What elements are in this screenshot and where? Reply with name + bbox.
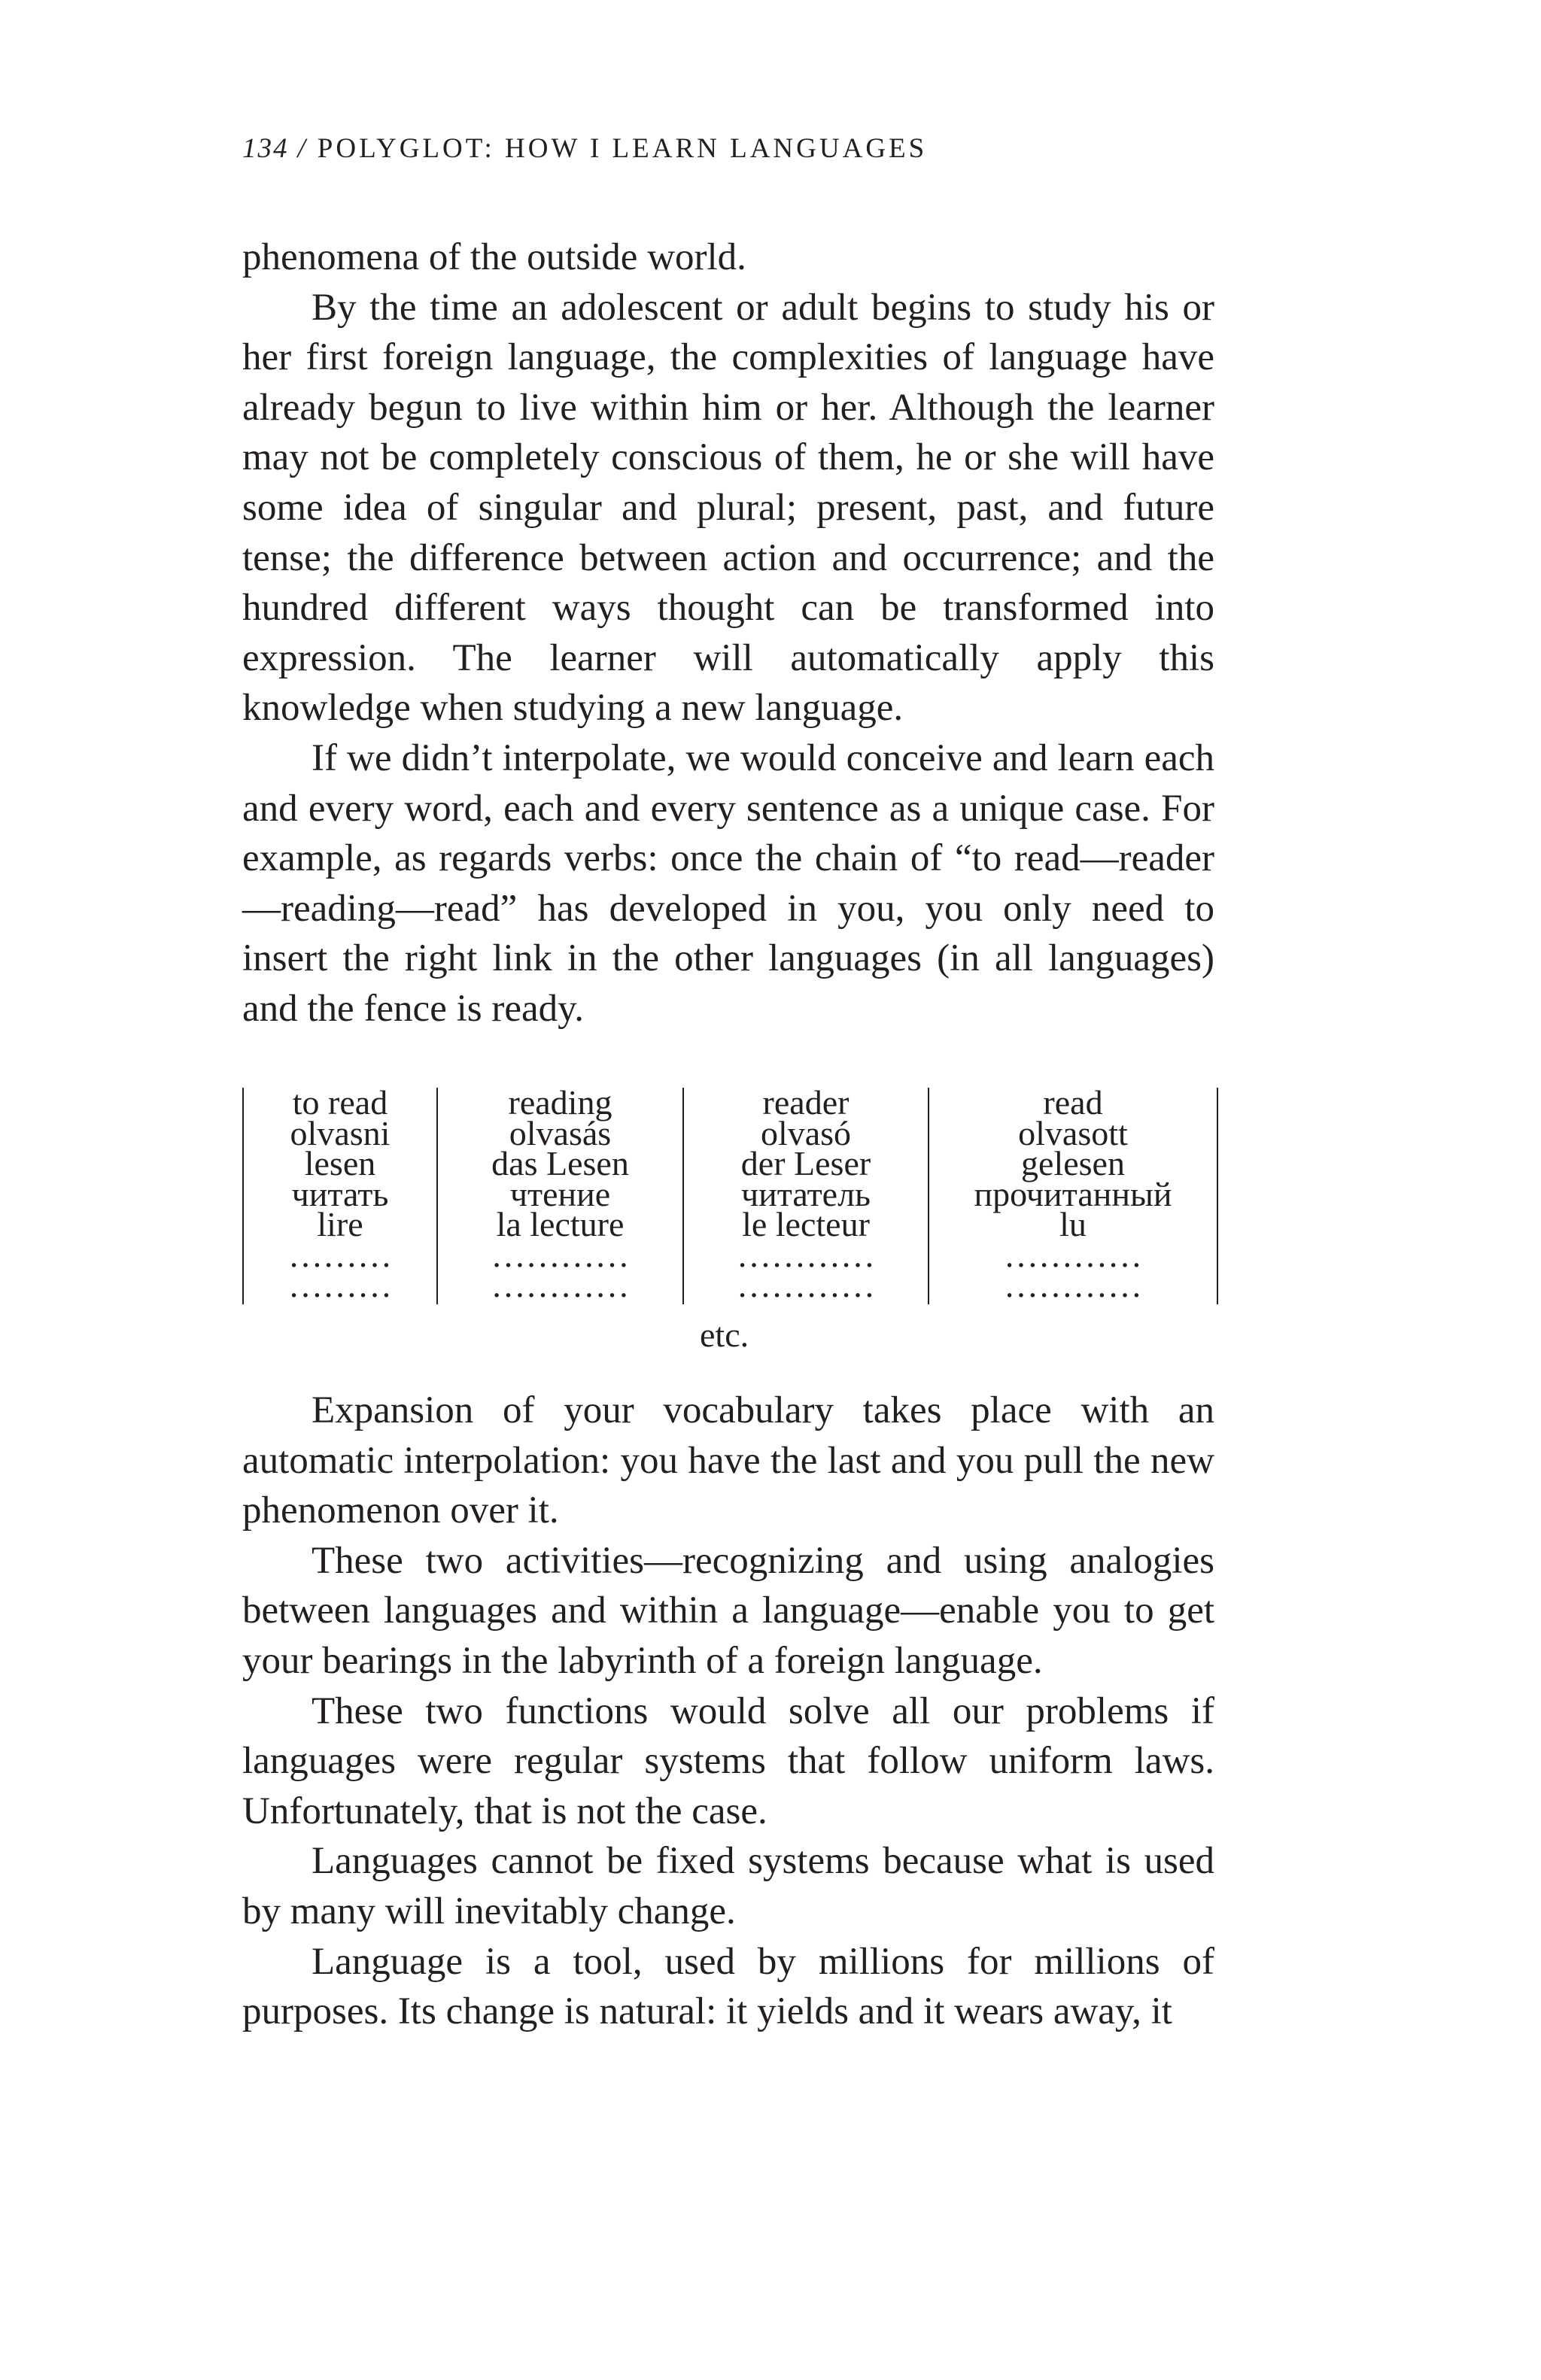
table-cell: read <box>1043 1083 1103 1122</box>
table-cell: ………… <box>1004 1235 1142 1274</box>
paragraph: These two activities—recognizing and using analogies between languages and within a language—enable you to get your bearings in the labyrinth of a foreign language. <box>242 1539 1214 1682</box>
body-text-after-table <box>242 1386 1214 2037</box>
table-cell: ………… <box>1004 1266 1142 1304</box>
header-separator: / <box>297 133 309 164</box>
verb-forms-table <box>242 1083 1218 1304</box>
table-cell: ……… <box>288 1266 392 1304</box>
table-cell: olvasás <box>509 1113 612 1152</box>
paragraph: phenomena of the outside world. <box>242 236 746 278</box>
table-column-agent <box>683 1083 929 1304</box>
table-cell: ………… <box>737 1266 875 1304</box>
table-cell: lu <box>1059 1205 1087 1243</box>
table-cell: reading <box>508 1083 612 1122</box>
table-cell: to read <box>292 1083 388 1122</box>
table-cell: lire <box>317 1205 363 1243</box>
table-cell: la lecture <box>496 1205 625 1243</box>
table-column-gerund <box>437 1083 683 1304</box>
table-cell: чтение <box>509 1174 611 1213</box>
table-cell: olvasott <box>1018 1113 1128 1152</box>
paragraph: If we didn’t interpolate, we would conceive and learn each and every word, each and every sentence as a unique case. For example, as regards verbs: once the chain of “to read—reader—reading—read” has developed in you, you only need to insert the right link in the other languages (in all languages) and the fence is ready. <box>242 736 1214 1030</box>
table-cell: читать <box>291 1174 389 1213</box>
table-etc-note: etc. <box>700 1316 749 1354</box>
table-cell: olvasó <box>760 1113 852 1152</box>
running-title: POLYGLOT: HOW I LEARN LANGUAGES <box>317 133 928 164</box>
table-cell: ………… <box>491 1235 630 1274</box>
table-cell: gelesen <box>1021 1144 1125 1182</box>
table-column-participle <box>929 1083 1217 1304</box>
table-cell: das Lesen <box>491 1144 629 1182</box>
table-cell: lesen <box>304 1144 376 1182</box>
paragraph: Language is a tool, used by millions for millions of purposes. Its change is natural: it yields and it wears away, it <box>242 1940 1214 2033</box>
table-cell: le lecteur <box>742 1205 870 1243</box>
paragraph: By the time an adolescent or adult begins to study his or her first foreign language, the complexities of language have already begun to live within him or her. Although the learner may not be completely conscious of them, he or she will have some idea of singular and plural; present, past, and future tense; the difference between action and occurrence; and the hundred different ways thought can be transformed into expression. The learner will automatically apply this knowledge when studying a new language. <box>242 286 1214 730</box>
page-number: 134 <box>242 133 289 164</box>
table-cell: olvasni <box>290 1113 391 1152</box>
table-cell: ……… <box>288 1235 392 1274</box>
table-column-infinitive <box>243 1083 437 1304</box>
table-cell: ………… <box>737 1235 875 1274</box>
table-cell: читатель <box>740 1174 871 1213</box>
table-cell: der Leser <box>740 1144 871 1182</box>
paragraph: These two functions would solve all our problems if languages were regular systems that follow uniform laws. Unfortunately, that is not the case. <box>242 1689 1214 1832</box>
table-cell: ………… <box>491 1266 630 1304</box>
table-cell: reader <box>762 1083 850 1122</box>
table-cell: прочитанный <box>974 1174 1172 1213</box>
paragraph: Languages cannot be fixed systems because what is used by many will inevitably change. <box>242 1840 1214 1932</box>
body-text-before-table <box>242 232 1214 1034</box>
paragraph: Expansion of your vocabulary takes place with an automatic interpolation: you have the last and you pull the new phenomenon over it. <box>242 1389 1214 1532</box>
running-header <box>242 132 927 165</box>
